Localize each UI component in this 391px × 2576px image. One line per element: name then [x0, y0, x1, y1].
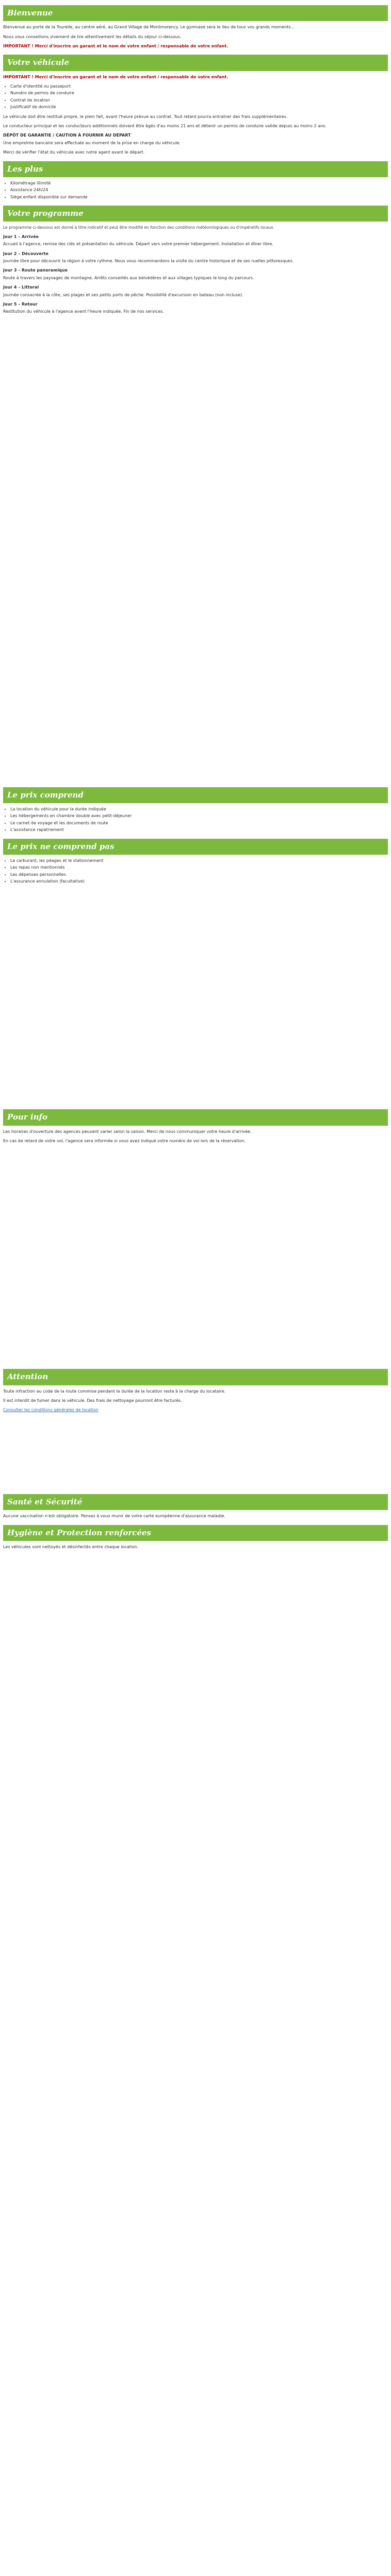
attention-paragraph-1: Toute infraction au code de la route commise pendant la durée de la location reste à la charge du locataire. — [3, 1388, 226, 1394]
day-label: Jour 2 – Découverte — [3, 251, 48, 256]
prix-ne-comprend-pas-list — [10, 858, 388, 885]
list-item: • Carte d'identité ou passeport — [10, 83, 388, 90]
vehicule-documents-list — [10, 83, 388, 111]
vehicule-paragraph-4: Merci de vérifier l'état du véhicule avec notre agent avant le départ. — [3, 150, 145, 155]
attention-continued-spacer — [3, 1417, 388, 1489]
bienvenue-paragraph-2: Nous vous conseillons vivement de lire attentivement les détails du séjour ci-dessous. — [3, 34, 182, 39]
list-item: • Contrat de location — [10, 97, 388, 104]
section-title-prix-comprend: Le prix comprend — [3, 787, 388, 803]
section-title-attention: Attention — [3, 1369, 388, 1385]
day-text: Accueil à l'agence, remise des clés et présentation du véhicule. Départ vers votre premier hébergement. Installation et dîner libre. — [3, 242, 273, 247]
pour-info-paragraph-2: En cas de retard de votre vol, l'agence sera informée si vous avez indiqué votre numéro de vol lors de la réservation. — [3, 1139, 246, 1144]
document-page — [0, 5, 391, 1550]
list-item: • Les repas non mentionnés — [10, 865, 388, 871]
programme-day — [3, 301, 388, 315]
section-programme — [3, 206, 388, 782]
list-item: • Justificatif de domicile — [10, 104, 388, 110]
section-pour-info — [3, 1109, 388, 1364]
day-label: Jour 1 – Arrivée — [3, 234, 39, 239]
day-text: Restitution du véhicule à l'agence avant l'heure indiquée. Fin de nos services. — [3, 309, 164, 314]
bienvenue-paragraph-1: Bienvenue au porte de la Tourelle, au centre aéré, au Grand Village de Montmorency. Le gymnase sera le lieu de tous vos grands moments... — [3, 25, 295, 30]
section-attention — [3, 1369, 388, 1488]
vehicule-paragraph-3: Une empreinte bancaire sera effectuée au moment de la prise en charge du véhicule. — [3, 140, 181, 145]
section-title-programme: Votre programme — [3, 206, 388, 222]
bienvenue-important-note: IMPORTANT ! Merci d'inscrire un garant et le nom de votre enfant / responsable de votre enfant. — [3, 44, 229, 49]
list-item: • Numéro de permis de conduire — [10, 90, 388, 96]
list-item: • Le carburant, les péages et le stationnement — [10, 858, 388, 864]
programme-day — [3, 284, 388, 298]
programme-intro: Le programme ci-dessous est donné à titre indicatif et peut être modifié en fonction des conditions météorologiques ou d'impératifs locaux. — [3, 225, 275, 230]
vehicule-important-note: IMPORTANT ! Merci d'inscrire un garant et le nom de votre enfant / responsable de votre enfant. — [3, 74, 229, 79]
hygiene-paragraph-1: Les véhicules sont nettoyés et désinfectés entre chaque location. — [3, 1544, 139, 1549]
section-hygiene — [3, 1525, 388, 1551]
section-vehicule — [3, 55, 388, 156]
conditions-link[interactable]: Consulter les conditions générales de location — [3, 1408, 99, 1413]
list-item: • Kilométrage illimité — [10, 180, 388, 187]
section-title-prix-ne-comprend-pas: Le prix ne comprend pas — [3, 839, 388, 855]
list-item: • Siège enfant disponible sur demande — [10, 194, 388, 200]
programme-day — [3, 234, 388, 248]
vehicule-paragraph-1: Le véhicule doit être restitué propre, le plein fait, avant l'heure prévue au contrat. Tout retard pourra entraîner des frais supplémentaires. — [3, 114, 288, 119]
section-title-hygiene: Hygiène et Protection renforcées — [3, 1525, 388, 1541]
section-prix-ne-comprend-pas — [3, 839, 388, 1105]
les-plus-list — [10, 180, 388, 200]
pour-info-continued-spacer — [3, 1147, 388, 1364]
section-title-sante: Santé et Sécurité — [3, 1494, 388, 1510]
list-item: • Le carnet de voyage et les documents de route — [10, 820, 388, 826]
caution-heading: DÉPÔT DE GARANTIE / CAUTION À FOURNIR AU DÉPART — [3, 133, 131, 138]
programme-continued-spacer — [3, 318, 388, 782]
day-label: Jour 3 – Route panoramique — [3, 268, 68, 273]
section-title-vehicule: Votre véhicule — [3, 55, 388, 71]
section-les-plus — [3, 161, 388, 200]
list-item: • La location du véhicule pour la durée indiquée — [10, 806, 388, 812]
programme-day — [3, 251, 388, 265]
attention-paragraph-2: Il est interdit de fumer dans le véhicule. Des frais de nettoyage pourront être facturés. — [3, 1398, 182, 1403]
programme-day — [3, 267, 388, 281]
vehicule-paragraph-2: Le conducteur principal et les conducteurs additionnels doivent être âgés d'au moins 21 ans et détenir un permis de conduire valide depuis au moins 2 ans. — [3, 124, 327, 129]
list-item: • Les dépenses personnelles — [10, 872, 388, 878]
day-text: Journée libre pour découvrir la région à votre rythme. Nous vous recommandons la visite du centre historique et de ses ruelles pittoresques. — [3, 259, 294, 264]
section-title-pour-info: Pour info — [3, 1109, 388, 1125]
section-title-les-plus: Les plus — [3, 161, 388, 177]
day-label: Jour 5 – Retour — [3, 302, 38, 307]
section-title-bienvenue: Bienvenue — [3, 5, 388, 21]
section-prix-comprend — [3, 787, 388, 834]
day-label: Jour 4 – Littoral — [3, 285, 39, 290]
pour-info-paragraph-1: Les horaires d'ouverture des agences peuvent varier selon la saison. Merci de nous communiquer votre heure d'arrivée. — [3, 1129, 252, 1134]
day-text: Route à travers les paysages de montagne. Arrêts conseillés aux belvédères et aux villages typiques le long du parcours. — [3, 275, 254, 280]
section-sante — [3, 1494, 388, 1520]
list-item: • Assistance 24h/24 — [10, 187, 388, 193]
list-item: • Les hébergements en chambre double avec petit-déjeuner — [10, 813, 388, 819]
prix-comprend-list — [10, 806, 388, 834]
sante-paragraph-1: Aucune vaccination n'est obligatoire. Pensez à vous munir de votre carte européenne d'assurance maladie. — [3, 1514, 225, 1519]
prix-continued-spacer — [3, 888, 388, 1104]
list-item: • L'assurance annulation (facultative) — [10, 878, 388, 885]
section-bienvenue — [3, 5, 388, 49]
day-text: Journée consacrée à la côte, ses plages et ses petits ports de pêche. Possibilité d'excursion en bateau (non incluse). — [3, 292, 243, 297]
list-item: • L'assistance rapatriement — [10, 827, 388, 833]
